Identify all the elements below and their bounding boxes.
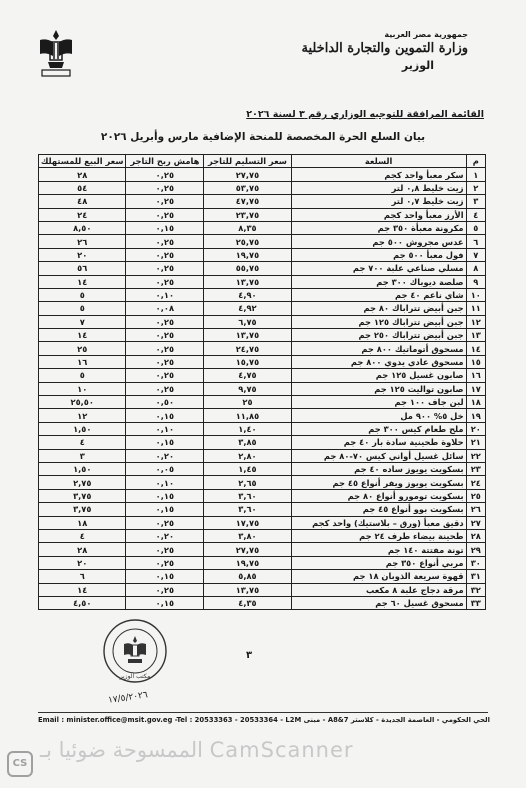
header-delivery-price: سعر التسليم للتاجر [204, 155, 291, 168]
table-row [39, 262, 486, 275]
cell-serial: ١٣ [466, 329, 485, 342]
cell-serial: ٣٣ [466, 596, 485, 609]
table-row [39, 275, 486, 288]
cell-serial: ٢٧ [466, 516, 485, 529]
table-row [39, 570, 486, 583]
cell-item: بسكويت يويوز ساده ٤٠ جم [291, 462, 466, 475]
cell-item: شاي ناعم ٤٠ جم [291, 288, 466, 301]
cell-delivery-price: ٣,٦٠ [204, 503, 291, 516]
cell-sale-price: ٢٠ [39, 556, 126, 569]
office-name: الوزير [401, 59, 434, 72]
cell-item: مسحوق أتوماتيك ٨٠٠ جم [291, 342, 466, 355]
footer-tel: -Tel : 20533363 - 20533364 - L2M [174, 716, 302, 724]
footer-divider [38, 712, 488, 713]
table-row [39, 342, 486, 355]
cell-sale-price: ١٤ [39, 275, 126, 288]
cell-item: سكر معبأ واحد كجم [291, 168, 466, 181]
cell-item: صلصة ديوباك ٣٠٠ جم [291, 275, 466, 288]
cell-delivery-price: ٩,٧٥ [204, 382, 291, 395]
cell-delivery-price: ٦,٧٥ [204, 315, 291, 328]
cell-delivery-price: ٢٣,٧٥ [204, 208, 291, 221]
cell-margin: ٠,١٠ [126, 476, 204, 489]
document-title: بيان السلع الحرة المخصصة للمنحة الإضافية مارس وأبريل ٢٠٢٦ [100, 131, 426, 143]
cell-item: سائل غسيل أواني كيس ٧٠-٨٠ جم [291, 449, 466, 462]
cell-sale-price: ٣,٧٥ [39, 489, 126, 502]
cell-margin: ٠,٢٥ [126, 382, 204, 395]
cell-sale-price: ٥ [39, 369, 126, 382]
cell-margin: ٠,١٥ [126, 570, 204, 583]
cell-sale-price: ١٠ [39, 382, 126, 395]
cell-serial: ١٧ [466, 382, 485, 395]
cell-item: صابون غسيل ١٢٥ جم [291, 369, 466, 382]
table-row [39, 208, 486, 221]
goods-price-table [38, 154, 486, 610]
header-sale-price: سعر البيع للمستهلك [39, 155, 126, 168]
cell-item: تونة مفتتة ١٤٠ جم [291, 543, 466, 556]
cell-margin: ٠,٠٥ [126, 462, 204, 475]
cell-margin: ٠,٢٠ [126, 529, 204, 542]
table-row [39, 235, 486, 248]
cell-delivery-price: ٤٧,٧٥ [204, 195, 291, 208]
table-row [39, 516, 486, 529]
cell-serial: ١٤ [466, 342, 485, 355]
table-row [39, 556, 486, 569]
cell-margin: ٠,٢٥ [126, 369, 204, 382]
cell-sale-price: ٣,٧٥ [39, 503, 126, 516]
cell-sale-price: ٨,٥٠ [39, 221, 126, 234]
cell-item: بسكويت تومورو أنواع ٨٠ جم [291, 489, 466, 502]
cell-delivery-price: ٢,٦٥ [204, 476, 291, 489]
cell-margin: ٠,٢٥ [126, 262, 204, 275]
table-row [39, 436, 486, 449]
cell-margin: ٠,١٥ [126, 503, 204, 516]
cell-delivery-price: ٥٣,٧٥ [204, 181, 291, 194]
table-row [39, 382, 486, 395]
cell-item: مربي أنواع ٣٥٠ جم [291, 556, 466, 569]
cell-sale-price: ٢٥ [39, 342, 126, 355]
cell-item: عدس مجروش ٥٠٠ جم [291, 235, 466, 248]
cell-margin: ٠,٢٥ [126, 275, 204, 288]
table-row [39, 221, 486, 234]
header-item: السلعة [291, 155, 466, 168]
cell-margin: ٠,١٥ [126, 409, 204, 422]
cell-serial: ١٨ [466, 396, 485, 409]
table-row [39, 422, 486, 435]
cell-item: لبن جاف ١٠٠ جم [291, 396, 466, 409]
cell-sale-price: ٢٥,٥٠ [39, 396, 126, 409]
table-row [39, 248, 486, 261]
cell-margin: ٠,١٥ [126, 221, 204, 234]
cell-margin: ٠,٢٥ [126, 583, 204, 596]
cell-item: فول معبأ ٥٠٠ جم [291, 248, 466, 261]
cell-delivery-price: ١٥,٧٥ [204, 355, 291, 368]
cell-delivery-price: ٥,٨٥ [204, 570, 291, 583]
table-row [39, 168, 486, 181]
cell-sale-price: ٤,٥٠ [39, 596, 126, 609]
cell-delivery-price: ١٧,٧٥ [204, 516, 291, 529]
cell-delivery-price: ٣,٦٠ [204, 489, 291, 502]
table-row [39, 409, 486, 422]
cell-delivery-price: ٤,٩٠ [204, 288, 291, 301]
cell-serial: ١٩ [466, 409, 485, 422]
cell-serial: ٥ [466, 221, 485, 234]
cell-item: خل ٥% ٩٠٠ مل [291, 409, 466, 422]
cell-item: قهوة سريعة الذوبان ١٨ جم [291, 570, 466, 583]
cell-item: جبن أبيض تتراباك ٢٥٠ جم [291, 329, 466, 342]
table-row [39, 583, 486, 596]
cell-serial: ٣٢ [466, 583, 485, 596]
cell-delivery-price: ٢٤,٧٥ [204, 342, 291, 355]
cell-item: مسحوق عادي يدوي ٨٠٠ جم [291, 355, 466, 368]
camscanner-logo-icon: CS [7, 751, 33, 777]
ministry-seal-stamp [102, 618, 168, 684]
cell-margin: ٠,٢٥ [126, 195, 204, 208]
cell-margin: ٠,٢٥ [126, 315, 204, 328]
cell-serial: ٣١ [466, 570, 485, 583]
cell-serial: ٦ [466, 235, 485, 248]
seal-text: مكتب الوزير [119, 673, 151, 680]
cell-delivery-price: ١,٤٠ [204, 422, 291, 435]
table-row [39, 315, 486, 328]
cell-serial: ٢٤ [466, 476, 485, 489]
cell-sale-price: ٣ [39, 449, 126, 462]
cell-margin: ٠,٢٠ [126, 449, 204, 462]
cell-item: مسحوق غسيل ٦٠ جم [291, 596, 466, 609]
cell-serial: ٢٢ [466, 449, 485, 462]
cell-item: بسكويت بوو أنواع ٤٥ جم [291, 503, 466, 516]
cell-sale-price: ١٢ [39, 409, 126, 422]
cell-delivery-price: ١٣,٧٥ [204, 329, 291, 342]
cell-sale-price: ٧ [39, 315, 126, 328]
cell-margin: ٠,٢٥ [126, 248, 204, 261]
cell-delivery-price: ١٣,٧٥ [204, 275, 291, 288]
cell-item: صابون تواليت ١٢٥ جم [291, 382, 466, 395]
page-number: ٣ [246, 650, 253, 661]
table-row [39, 462, 486, 475]
handwritten-signature: ١٧/٥/٢٠٢٦ [107, 690, 149, 706]
cell-delivery-price: ٨,٣٥ [204, 221, 291, 234]
cell-delivery-price: ٤,٣٥ [204, 596, 291, 609]
cell-delivery-price: ٤,٩٢ [204, 302, 291, 315]
table-body [39, 168, 486, 610]
cell-delivery-price: ٢٧,٧٥ [204, 168, 291, 181]
eagle-emblem-icon [36, 26, 76, 80]
table-row [39, 489, 486, 502]
cell-delivery-price: ٣,٨٠ [204, 529, 291, 542]
cell-sale-price: ٥ [39, 302, 126, 315]
cell-item: جبن أبيض تتراباك ٨٠ جم [291, 302, 466, 315]
cell-item: دقيق معبأ (ورق – بلاستيك) واحد كجم [291, 516, 466, 529]
table-row [39, 369, 486, 382]
cell-margin: ٠,٥٠ [126, 396, 204, 409]
cell-sale-price: ٢٦ [39, 235, 126, 248]
cell-margin: ٠,٢٥ [126, 168, 204, 181]
table-row [39, 302, 486, 315]
table-header-row [39, 155, 486, 168]
footer-address: الحي الحكومي - العاصمة الجديدة - كلاستر A8&7 - مبنى [303, 716, 490, 724]
cell-serial: ٧ [466, 248, 485, 261]
cell-sale-price: ٤ [39, 529, 126, 542]
cell-serial: ١٢ [466, 315, 485, 328]
cell-margin: ٠,١٥ [126, 436, 204, 449]
cell-serial: ٨ [466, 262, 485, 275]
table-row [39, 181, 486, 194]
cell-serial: ٢٩ [466, 543, 485, 556]
cell-sale-price: ١,٥٠ [39, 462, 126, 475]
cell-sale-price: ٢٨ [39, 543, 126, 556]
cell-margin: ٠,٢٥ [126, 329, 204, 342]
republic-name: جمهورية مصر العربية [384, 30, 468, 39]
cell-margin: ٠,١٥ [126, 596, 204, 609]
cell-sale-price: ٦ [39, 570, 126, 583]
cell-serial: ٤ [466, 208, 485, 221]
cell-delivery-price: ٣,٨٥ [204, 436, 291, 449]
table-row [39, 476, 486, 489]
cell-delivery-price: ٤,٧٥ [204, 369, 291, 382]
cell-sale-price: ٤٨ [39, 195, 126, 208]
cell-margin: ٠,٢٥ [126, 543, 204, 556]
cell-margin: ٠,٢٥ [126, 181, 204, 194]
cell-delivery-price: ١,٤٥ [204, 462, 291, 475]
cell-margin: ٠,٢٥ [126, 556, 204, 569]
cell-item: زيت خليط ٠,٨ لتر [291, 181, 466, 194]
cell-sale-price: ٥ [39, 288, 126, 301]
cell-margin: ٠,١٥ [126, 489, 204, 502]
cell-sale-price: ١٨ [39, 516, 126, 529]
table-row [39, 449, 486, 462]
cell-margin: ٠,٢٥ [126, 342, 204, 355]
cell-sale-price: ١,٥٠ [39, 422, 126, 435]
cell-serial: ٢٣ [466, 462, 485, 475]
cell-serial: ٢١ [466, 436, 485, 449]
cell-serial: ١٥ [466, 355, 485, 368]
cell-delivery-price: ٥٥,٧٥ [204, 262, 291, 275]
cell-sale-price: ٢٤ [39, 208, 126, 221]
table-row [39, 529, 486, 542]
cell-serial: ٢٨ [466, 529, 485, 542]
cell-sale-price: ٤ [39, 436, 126, 449]
table-row [39, 503, 486, 516]
cell-delivery-price: ١٩,٧٥ [204, 556, 291, 569]
table-row [39, 596, 486, 609]
footer-email: Email : minister.office@msit.gov.eg [38, 716, 173, 724]
cell-serial: ٢ [466, 181, 485, 194]
ministry-header [288, 30, 468, 72]
cell-delivery-price: ١٩,٧٥ [204, 248, 291, 261]
cell-sale-price: ٢٠ [39, 248, 126, 261]
ministry-name: وزارة التموين والتجارة الداخلية [301, 41, 468, 56]
cell-margin: ٠,١٠ [126, 422, 204, 435]
cell-margin: ٠,٢٥ [126, 235, 204, 248]
cell-serial: ٩ [466, 275, 485, 288]
cell-serial: ٢٦ [466, 503, 485, 516]
cell-item: ملح طعام كيس ٣٠٠ جم [291, 422, 466, 435]
table-row [39, 355, 486, 368]
cell-sale-price: ٥٦ [39, 262, 126, 275]
header-margin: هامش ربح التاجر [126, 155, 204, 168]
cell-delivery-price: ١١,٨٥ [204, 409, 291, 422]
cell-sale-price: ١٦ [39, 355, 126, 368]
cell-item: بسكويت يويوز ويفر أنواع ٤٥ جم [291, 476, 466, 489]
cell-margin: ٠,٢٥ [126, 208, 204, 221]
cell-delivery-price: ٢,٨٠ [204, 449, 291, 462]
cell-delivery-price: ٢٥ [204, 396, 291, 409]
cell-sale-price: ٥٤ [39, 181, 126, 194]
footer-contact [38, 716, 490, 724]
cell-serial: ١٠ [466, 288, 485, 301]
cell-serial: ٢٠ [466, 422, 485, 435]
table-row [39, 396, 486, 409]
cell-item: الأرز معبأ واحد كجم [291, 208, 466, 221]
cell-item: مكرونة معبأة ٣٥٠ جم [291, 221, 466, 234]
cell-margin: ٠,٠٨ [126, 302, 204, 315]
cell-sale-price: ١٤ [39, 583, 126, 596]
cell-serial: ١ [466, 168, 485, 181]
table-row [39, 195, 486, 208]
cell-margin: ٠,٢٥ [126, 516, 204, 529]
cell-delivery-price: ٢٧,٧٥ [204, 543, 291, 556]
cell-margin: ٠,١٠ [126, 288, 204, 301]
cell-sale-price: ١٤ [39, 329, 126, 342]
cell-item: طحينة بيضاء طرف ٢٤ جم [291, 529, 466, 542]
cell-serial: ٢٥ [466, 489, 485, 502]
cell-margin: ٠,٢٥ [126, 355, 204, 368]
cell-sale-price: ٢٨ [39, 168, 126, 181]
cell-item: جبن أبيض تتراباك ١٢٥ جم [291, 315, 466, 328]
cell-delivery-price: ١٣,٧٥ [204, 583, 291, 596]
cell-sale-price: ٢,٧٥ [39, 476, 126, 489]
table-row [39, 543, 486, 556]
camscanner-watermark: الممسوحة ضوئيا بـ CamScanner [40, 738, 354, 762]
cell-item: زيت خليط ٠,٧ لتر [291, 195, 466, 208]
cell-serial: ١١ [466, 302, 485, 315]
cell-serial: ٣ [466, 195, 485, 208]
cell-serial: ٣٠ [466, 556, 485, 569]
cell-delivery-price: ٢٥,٧٥ [204, 235, 291, 248]
table-row [39, 288, 486, 301]
cell-serial: ١٦ [466, 369, 485, 382]
header-serial: م [466, 155, 485, 168]
cell-item: حلاوة طحينية سادة بار ٤٠ جم [291, 436, 466, 449]
table-row [39, 329, 486, 342]
cell-item: مسلي صناعي علبة ٧٠٠ جم [291, 262, 466, 275]
reference-line: القائمة المرافقة للتوجيه الوزاري رقم ٣ لسنة ٢٠٢٦ [246, 109, 484, 120]
cell-item: مرقة دجاج علبة ٨ مكعب [291, 583, 466, 596]
